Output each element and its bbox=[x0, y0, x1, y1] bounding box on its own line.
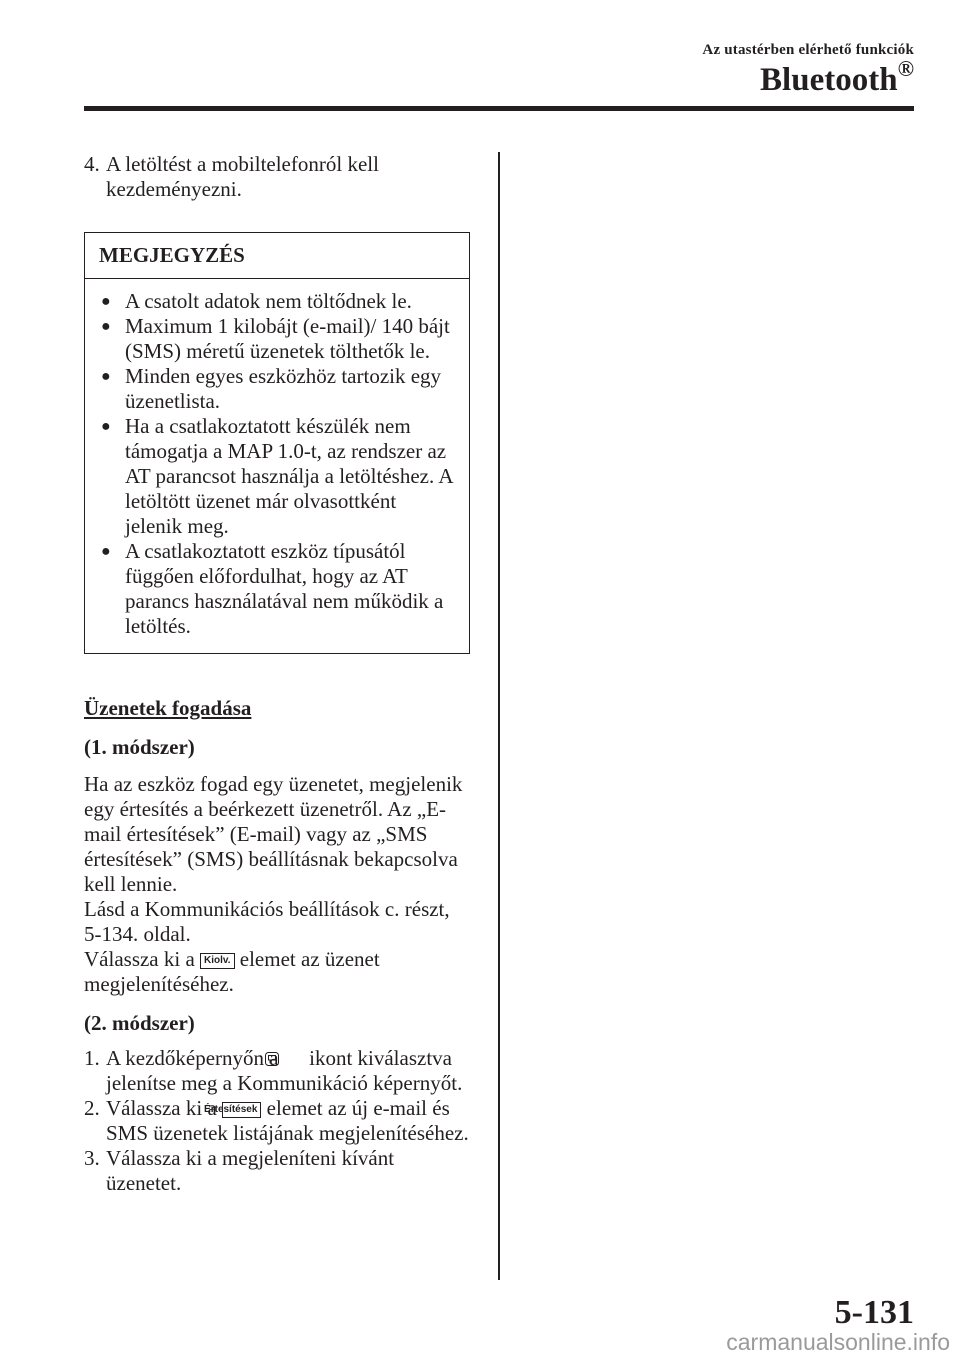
note-bullet bbox=[99, 414, 455, 539]
step-4 bbox=[84, 152, 470, 202]
notifications-button: Értesítések bbox=[222, 1102, 261, 1118]
text-span: elemet az üzenet megjelenítéséhez. bbox=[84, 947, 380, 996]
text-span: ikont kiválasztva jelenítse meg a Kommunikáció képernyőt. bbox=[106, 1046, 463, 1095]
step-number: 2. bbox=[84, 1096, 100, 1120]
note-bullet bbox=[99, 364, 455, 414]
bullet-dot-icon: ● bbox=[101, 543, 111, 560]
text-span: Válassza ki a megjeleníteni kívánt üzenetet. bbox=[106, 1146, 395, 1195]
page-title bbox=[760, 58, 914, 99]
note-bullet-text: Maximum 1 kilobájt (e-mail)/ 140 bájt (SMS) méretű üzenetek tölthetők le. bbox=[125, 314, 450, 363]
note-bullet-text: A csatolt adatok nem töltődnek le. bbox=[125, 289, 412, 313]
communication-icon bbox=[286, 1048, 302, 1064]
method-2-steps bbox=[84, 1046, 470, 1196]
note-title: MEGJEGYZÉS bbox=[85, 233, 469, 279]
step-number: 3. bbox=[84, 1146, 100, 1170]
header-rule bbox=[84, 106, 914, 111]
step-text: A letöltést a mobiltelefonról kell kezdeményezni. bbox=[106, 152, 379, 201]
section-heading: Üzenetek fogadása bbox=[84, 696, 252, 720]
page-title-text: Bluetooth bbox=[760, 62, 898, 98]
note-bullet-text: A csatlakoztatott eszköz típusától függően előfordulhat, hogy az AT parancs használatával nem működik a letöltés. bbox=[125, 539, 444, 638]
text-span: elemet az új e-mail és SMS üzenetek listájának megjelenítéséhez. bbox=[106, 1096, 469, 1145]
step-number: 4. bbox=[84, 152, 100, 176]
step-3 bbox=[84, 1146, 470, 1196]
step-number: 1. bbox=[84, 1046, 100, 1070]
note-body bbox=[85, 279, 469, 653]
bullet-dot-icon: ● bbox=[101, 318, 111, 335]
text-span: A kezdőképernyőn a bbox=[106, 1046, 279, 1070]
paragraph: Lásd a Kommunikációs beállítások c. részt, 5-134. oldal. bbox=[84, 897, 450, 946]
step-1 bbox=[84, 1046, 470, 1096]
note-bullet bbox=[99, 314, 455, 364]
header-section-title: Az utastérben elérhető funkciók bbox=[702, 42, 914, 58]
note-box bbox=[84, 232, 470, 654]
note-bullet-text: Ha a csatlakoztatott készülék nem támogatja a MAP 1.0-t, az rendszer az AT parancsot használja a letöltéshez. A letöltött üzenet már olvasottként jelenik meg. bbox=[125, 414, 453, 538]
bullet-dot-icon: ● bbox=[101, 418, 111, 435]
note-bullet bbox=[99, 289, 455, 314]
left-column bbox=[84, 152, 470, 1196]
note-bullet-text: Minden egyes eszközhöz tartozik egy üzenetlista. bbox=[125, 364, 442, 413]
read-button: Kiolv. bbox=[200, 953, 234, 969]
paragraph: Ha az eszköz fogad egy üzenetet, megjelenik egy értesítés a beérkezett üzenetről. Az „E-mail értesítések” (E-mail) vagy az „SMS értesítések” (SMS) beállításnak bekapcsolva kell lennie. bbox=[84, 772, 463, 896]
text-span: Válassza ki a bbox=[106, 1096, 217, 1120]
method-1-label: (1. módszer) bbox=[84, 735, 195, 759]
text-span: Válassza ki a bbox=[84, 947, 195, 971]
bullet-dot-icon: ● bbox=[101, 368, 111, 385]
note-bullet bbox=[99, 539, 455, 639]
column-divider bbox=[498, 152, 500, 1280]
method-1-text bbox=[84, 772, 470, 997]
paragraph bbox=[84, 947, 470, 997]
bullet-dot-icon: ● bbox=[101, 293, 111, 310]
step-2 bbox=[84, 1096, 470, 1146]
method-2-label: (2. módszer) bbox=[84, 1011, 195, 1035]
registered-mark: ® bbox=[897, 56, 914, 81]
watermark: carmanualsonline.info bbox=[726, 1329, 950, 1355]
page-number: 5-131 bbox=[834, 1294, 914, 1331]
